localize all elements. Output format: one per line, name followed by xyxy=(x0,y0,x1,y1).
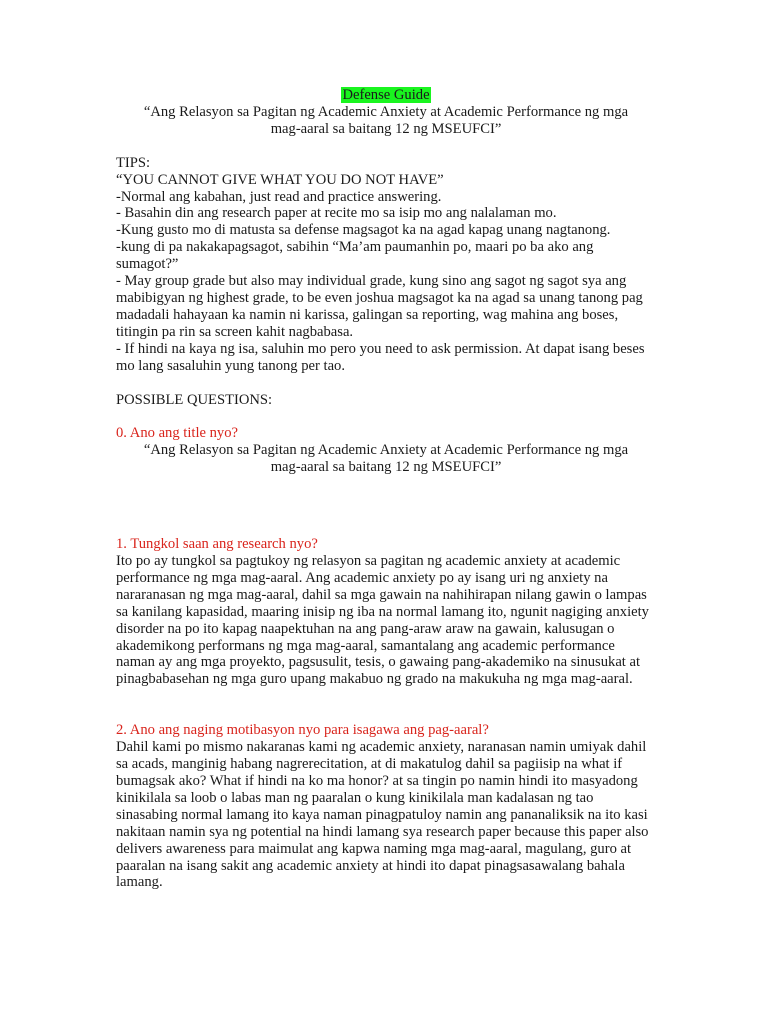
question-2-text: 2. Ano ang naging motibasyon nyo para isagawa ang pag-aaral? xyxy=(116,722,489,739)
tips-section xyxy=(116,155,656,375)
tip-item: -kung di pa nakakapagsagot, sabihin “Ma’am paumanhin po, maari po ba ako ang sumagot?” xyxy=(116,239,594,273)
header xyxy=(116,87,656,138)
tip-item: -Kung gusto mo di matusta sa defense magsagot ka na agad kapag unang nagtanong. xyxy=(116,222,611,239)
tips-motto: “YOU CANNOT GIVE WHAT YOU DO NOT HAVE” xyxy=(116,171,444,188)
question-1-answer: Ito po ay tungkol sa pagtukoy ng relasyon sa pagitan ng academic anxiety at academic performance ng mga mag-aaral. Ang academic anxiety po ay isang uri ng anxiety na nararanasan ng mga mag-aaral, dahil sa mga gawain na nahihirapan nilang gawin o lampas sa kanilang kapasidad, maaring inisip ng iba na normal lamang ito, ngunit nagiging anxiety disorder na po ito kapag naapektuhan na ang pang-araw araw na gawain, kalusugan o akademikong performans ng mga mag-aaral, samantalang ang academic performance naman ay ang mga proyekto, pagsusulit, tesis, o gawaing pang-akademiko na sinusukat at pinagbabasehan ng mga guro upang makabuo ng grado na makukuha ng mga mag-aaral. xyxy=(116,553,649,688)
tip-item: - Basahin din ang research paper at recite mo sa isip mo ang nalalaman mo. xyxy=(116,205,557,222)
tips-heading: TIPS: xyxy=(116,154,151,171)
question-1-text: 1. Tungkol saan ang research nyo? xyxy=(116,536,318,553)
question-0-text: 0. Ano ang title nyo? xyxy=(116,425,239,442)
question-1 xyxy=(116,536,656,688)
title-line-1: “Ang Relasyon sa Pagitan ng Academic Anxiety at Academic Performance ng mga xyxy=(143,103,629,120)
question-0 xyxy=(116,425,656,476)
question-2 xyxy=(116,722,656,891)
title-line-2: mag-aaral sa baitang 12 ng MSEUFCI” xyxy=(270,120,502,137)
question-0-answer-line-2: mag-aaral sa baitang 12 ng MSEUFCI” xyxy=(270,459,502,476)
tip-item: -Normal ang kabahan, just read and practice answering. xyxy=(116,188,442,205)
question-2-answer: Dahil kami po mismo nakaranas kami ng academic anxiety, naranasan namin umiyak dahil sa acads, manginig habang nagrerecitation, at di makatulog dahil sa pagiisip na what if bumagsak ako? What if hindi na ko ma honor? at sa tingin po namin hindi ito masyadong kinikilala sa loob o labas man ng paaralan o kung kinikilala man kadalasan ng tao sinasabing normal lamang ito kaya naman pinagpatuloy namin ang pananaliksik na ito kasi nakitaan namin sya ng potential na hindi lamang sya research paper because this paper also delivers awareness para maimulat ang kapwa naming mga mag-aaral, magulang, guro at paaralan na isang sakit ang academic anxiety at hindi ito dapat pinagsasawalang bahala lamang. xyxy=(116,739,649,891)
defense-guide-label: Defense Guide xyxy=(342,87,430,103)
possible-questions-heading: POSSIBLE QUESTIONS: xyxy=(116,391,273,408)
tip-item: - May group grade but also may individual grade, kung sino ang sagot ng sagot sya ang mabibigyan ng highest grade, to be even joshua magsagot ka na agad sa unang tanong pag madadali hahayaan ka namin ni karissa, galingan sa reporting, wag mahina ang boses, titingin pa rin sa screen kahit nagbabasa. xyxy=(116,273,643,340)
tip-item: - If hindi na kaya ng isa, saluhin mo pero you need to ask permission. At dapat isang beses mo lang sasaluhin yung tanong per tao. xyxy=(116,340,645,374)
question-0-answer-line-1: “Ang Relasyon sa Pagitan ng Academic Anxiety at Academic Performance ng mga xyxy=(143,442,629,459)
